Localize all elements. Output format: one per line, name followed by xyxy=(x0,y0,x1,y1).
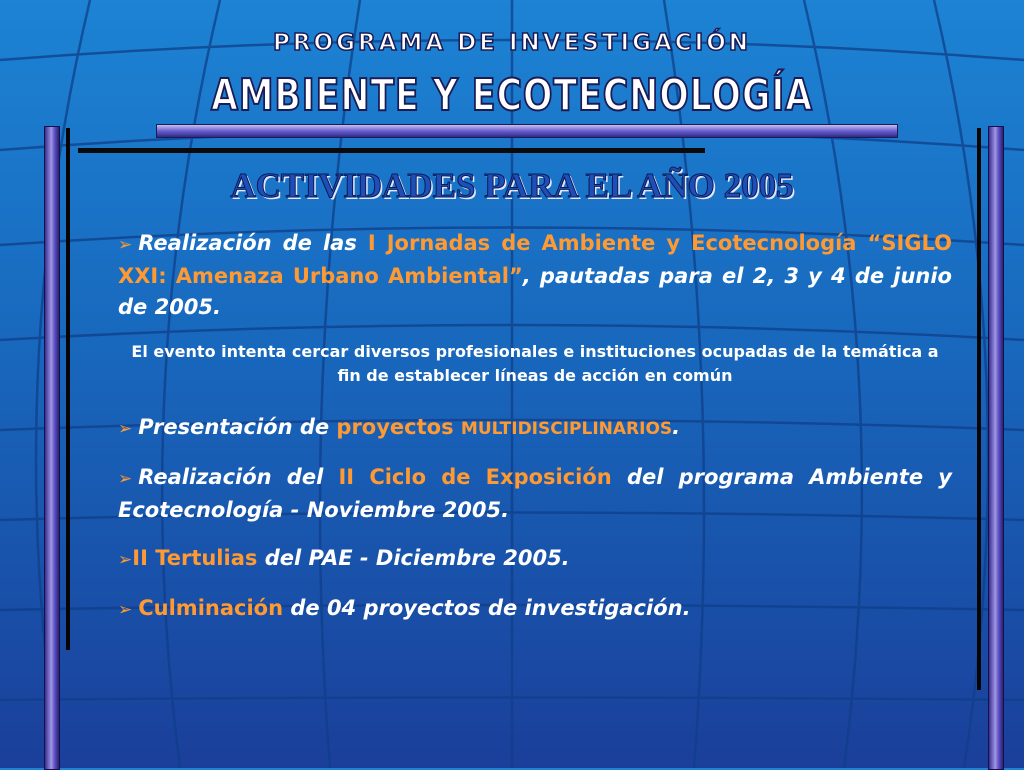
item-highlight: I Jornadas de Ambiente y Ecotecnología “SIGLO XXI: Amenaza Urbano Ambiental” xyxy=(118,231,952,288)
activity-item xyxy=(118,462,952,526)
item-highlight-small: MULTIDISCIPLINARIOS xyxy=(460,419,673,439)
item-highlight: Culminación xyxy=(138,596,284,620)
black-divider-rule xyxy=(78,148,705,153)
item-text: del programa Ambiente y Ecotecnología - Noviembre 2005. xyxy=(118,465,952,522)
item-text: Realización de las xyxy=(138,231,368,255)
left-decorative-pillar xyxy=(44,126,60,770)
arrow-bullet-icon: ➢ xyxy=(118,419,133,439)
title-underline-bar xyxy=(156,124,898,138)
program-overline: PROGRAMA DE INVESTIGACIÓN xyxy=(272,30,752,56)
item-highlight: II Tertulias xyxy=(132,546,258,570)
item-text: del PAE - Diciembre 2005. xyxy=(257,546,570,570)
activities-list xyxy=(118,228,952,643)
right-decorative-pillar xyxy=(988,126,1004,770)
program-title: AMBIENTE Y ECOTECNOLOGÍA xyxy=(210,70,814,121)
activity-item xyxy=(118,412,952,445)
left-black-line xyxy=(66,128,70,650)
item-text: . xyxy=(672,415,681,439)
item-text: Presentación de xyxy=(138,415,337,439)
event-note: El evento intenta cercar diversos profesionales e instituciones ocupadas de la temática a fin de establecer líneas de acción en común xyxy=(131,342,939,385)
item-text: de 04 proyectos de investigación. xyxy=(283,596,691,620)
arrow-bullet-icon: ➢ xyxy=(118,550,133,570)
item-text: , pautadas para el 2, 3 y 4 de junio de 2005. xyxy=(118,264,952,319)
arrow-bullet-icon: ➢ xyxy=(118,235,133,255)
slide-subtitle: ACTIVIDADES PARA EL AÑO 2005 xyxy=(230,166,794,205)
arrow-bullet-icon: ➢ xyxy=(118,600,133,620)
activity-item xyxy=(118,228,952,323)
item-highlight: II Ciclo de Exposición xyxy=(338,465,612,489)
activity-item xyxy=(118,543,952,576)
right-black-line xyxy=(977,128,981,690)
item-text: Realización del xyxy=(138,465,339,489)
item-highlight: proyectos xyxy=(336,415,461,439)
activity-item xyxy=(118,593,952,626)
arrow-bullet-icon: ➢ xyxy=(118,469,133,489)
